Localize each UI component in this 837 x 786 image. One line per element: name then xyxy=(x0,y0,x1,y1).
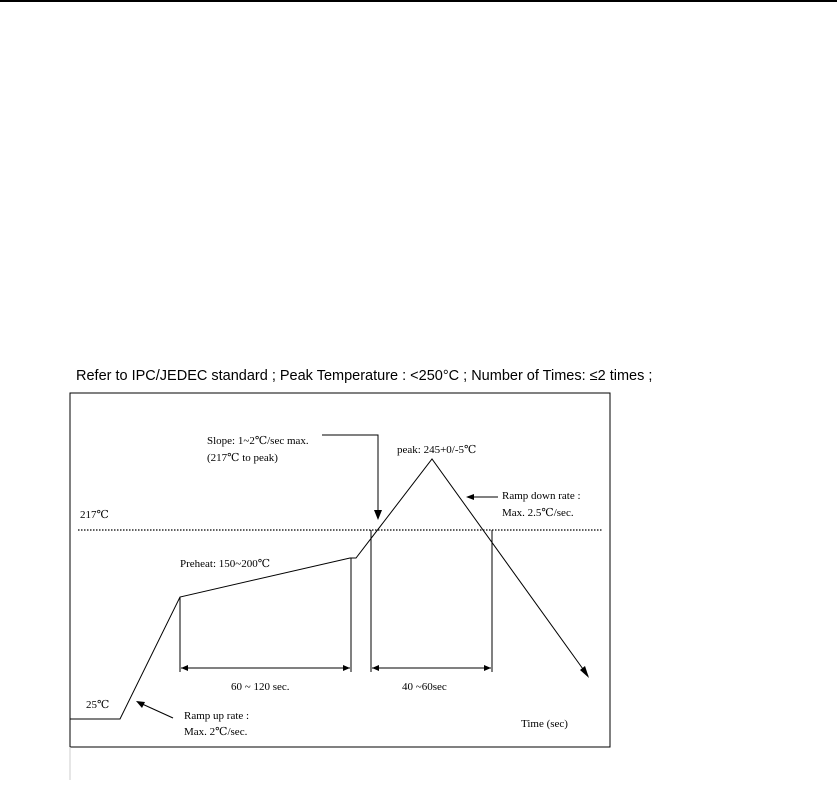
top-rule xyxy=(0,0,837,2)
ambient-temperature-label: 25℃ xyxy=(86,699,110,711)
slope-label-line2: (217℃ to peak) xyxy=(207,452,278,464)
slope-callout-leader xyxy=(322,435,378,512)
ramp-down-arrowhead xyxy=(466,494,474,500)
diagram-frame xyxy=(70,393,610,747)
caption: Refer to IPC/JEDEC standard ; Peak Temperature : <250°C ; Number of Times: ≤2 times ; xyxy=(76,368,653,384)
peak-label: peak: 245+0/-5℃ xyxy=(397,444,477,456)
slope-label-line1: Slope: 1~2℃/sec max. xyxy=(207,435,309,447)
liquidus-temperature-label: 217℃ xyxy=(80,509,109,521)
ramp-down-label-line1: Ramp down rate : xyxy=(502,490,581,502)
preheat-duration-label: 60 ~ 120 sec. xyxy=(231,681,290,693)
ramp-up-leader xyxy=(140,703,173,718)
slope-callout-arrowhead xyxy=(374,510,382,520)
temperature-profile-curve xyxy=(70,459,588,719)
reflow-duration-label: 40 ~60sec xyxy=(402,681,447,693)
ramp-up-arrowhead xyxy=(136,701,145,708)
ramp-down-label-line2: Max. 2.5℃/sec. xyxy=(502,507,574,519)
preheat-arrow-right xyxy=(343,665,350,671)
reflow-arrow-left xyxy=(372,665,379,671)
profile-end-arrowhead xyxy=(580,666,589,678)
ramp-up-label-line1: Ramp up rate : xyxy=(184,710,250,722)
preheat-arrow-left xyxy=(181,665,188,671)
reflow-arrow-right xyxy=(484,665,491,671)
preheat-label: Preheat: 150~200℃ xyxy=(180,558,271,570)
time-axis-label: Time (sec) xyxy=(521,718,568,730)
ramp-up-label-line2: Max. 2℃/sec. xyxy=(184,726,248,738)
